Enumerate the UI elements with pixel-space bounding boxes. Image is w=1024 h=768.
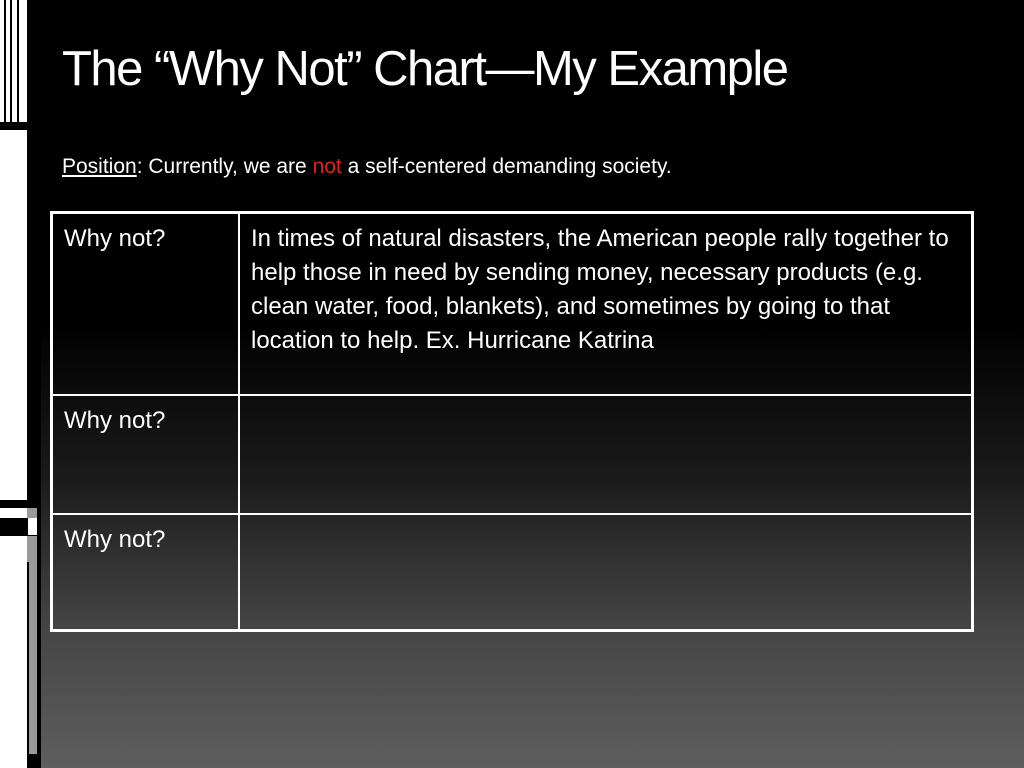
position-highlight: not [312, 155, 342, 178]
position-text-before: : Currently, we are [136, 155, 313, 178]
decor-bar [0, 122, 27, 130]
row-content-cell: In times of natural disasters, the American people rally together to help those in need by sending money, necessary products (e.g. clean water, food, blankets), and sometimes by going to that location to help. Ex. Hurricane Katrina [239, 213, 973, 395]
row-label-cell: Why not? [52, 395, 240, 514]
left-decoration-strip [0, 0, 41, 768]
decor-bar [4, 0, 6, 122]
decor-bar [10, 0, 12, 122]
table-row [52, 514, 973, 631]
decor-bar [28, 518, 37, 535]
position-statement [62, 155, 672, 179]
row-content-cell [239, 514, 973, 631]
slide-title: The “Why Not” Chart—My Example [62, 42, 788, 96]
table-row [52, 213, 973, 395]
row-label-cell: Why not? [52, 514, 240, 631]
decor-bar [0, 500, 27, 508]
decor-bar [27, 508, 37, 518]
decor-bar [17, 0, 19, 122]
decor-bar [0, 518, 27, 536]
row-label-cell: Why not? [52, 213, 240, 395]
table-row [52, 395, 973, 514]
decor-bar [29, 562, 37, 754]
decor-bar [27, 536, 37, 562]
why-not-chart [50, 211, 974, 632]
position-text-after: a self-centered demanding society. [341, 155, 672, 178]
row-content-cell [239, 395, 973, 514]
position-label: Position [62, 155, 137, 178]
